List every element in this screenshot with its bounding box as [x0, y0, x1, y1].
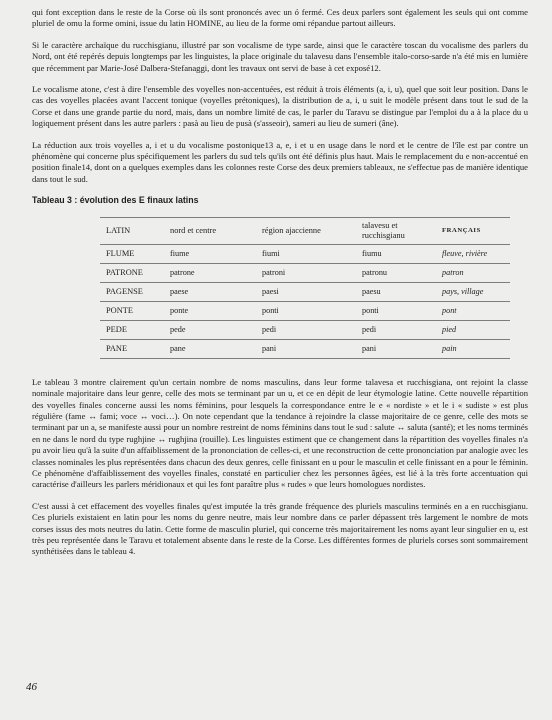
- paragraph: C'est aussi à cet effacement des voyelles finales qu'est imputée la très grande fréquence des pluriels masculins terminés en a en rucchisgianu. Ces pluriels existaient en latin pour les noms du genre neutre, mais leur nombre dans ce parler dépassent très largement le nombre de mots corses issus des mots neutres du latin. Cette forme de masculin pluriel, qui concerne très majoritairement les noms ayant leur singulier en u, est très peu représentée dans le Taravu et totalement absente dans le reste de la Corse. Les différentes formes de pluriels corses sont sommairement synthétisées dans le tableau 4.: [32, 500, 528, 557]
- cell-talavesu: fiumu: [356, 244, 436, 263]
- cell-latin: PANE: [100, 339, 164, 358]
- table-row: [100, 320, 510, 339]
- header-talavesu: talavesu et rucchisgianu: [356, 217, 436, 244]
- cell-ajaccienne: fiumi: [256, 244, 356, 263]
- cell-talavesu: patronu: [356, 263, 436, 282]
- cell-talavesu: paesu: [356, 282, 436, 301]
- cell-ajaccienne: paesi: [256, 282, 356, 301]
- paragraph: Le vocalisme atone, c'est à dire l'ensemble des voyelles non-accentuées, est réduit à trois éléments (a, i, u), quel que soit leur position. Dans le cas des voyelles placées avant l'accent tonique (voyelles prétoniques), la distribution de a, i, u suit le modèle présent dans tout le sud de la Corse et dans une grande partie du nord, mais, dans un nombre limité de cas, le parler du Taravu se distingue par l'emploi du a à la place du u logiquement présent dans les autre parlers : pasà au lieu de pusà (s'asseoir), sameri au lieu de sumeri (âne).: [32, 84, 528, 129]
- cell-nord: patrone: [164, 263, 256, 282]
- text-body: [32, 7, 528, 568]
- cell-francais: patron: [436, 263, 510, 282]
- header-nord-centre: nord et centre: [164, 217, 256, 244]
- cell-nord: fiume: [164, 244, 256, 263]
- paragraph: Le tableau 3 montre clairement qu'un certain nombre de noms masculins, dans leur forme talavesa et rucchisgiana, ont rejoint la classe nominale majoritaire dans leur genre, celle des mots se terminant par un u, et ce en dépit de leur étymologie latine. Cette nouvelle répartition des voyelles finales concerne aussi les noms féminins, pour lesquels la correspondance entre le e « nordiste » et le i « sudiste » est plus régulière (fame ↔ fami; voce ↔ voci…). On note cependant que la tendance à rejoindre la classe majoritaire de ce genre, celle des mots se terminant par un a, se manifeste aussi pour un nombre restreint de noms féminins dans tout le sud : salute ↔ saluta (santé); et les noms terminés en ne dans le nord du type rughjine ↔ rughjina (rouille). Les linguistes estiment que ce changement dans la répartition des voyelles finales n'a pu avoir lieu qu'à la suite d'un affaiblissement de la prononciation de celles-ci, et une reconstruction de cette prononciation par analogie avec les classes nominales les plus représentées dans chacun des deux genres, celle finissant en u pour le masculin et celle finissant en a pour le féminin. Ce phénomène d'affaiblissement des voyelles finales, constaté en particulier chez les personnes âgées, est lié à la très forte accentuation qui caractérise d'ailleurs les parlers méridionaux et qui les font paraître plus « rudes » que leurs homologues nordistes.: [32, 376, 528, 490]
- table-row: [100, 263, 510, 282]
- cell-ajaccienne: pani: [256, 339, 356, 358]
- header-region-ajaccienne: région ajaccienne: [256, 217, 356, 244]
- cell-talavesu: ponti: [356, 301, 436, 320]
- cell-ajaccienne: pedi: [256, 320, 356, 339]
- page-number: 46: [26, 681, 37, 693]
- cell-talavesu: pedi: [356, 320, 436, 339]
- cell-latin: PONTE: [100, 301, 164, 320]
- cell-ajaccienne: ponti: [256, 301, 356, 320]
- cell-latin: PEDE: [100, 320, 164, 339]
- cell-francais: pays, village: [436, 282, 510, 301]
- table-header-row: [100, 217, 510, 244]
- table-row: [100, 301, 510, 320]
- cell-francais: fleuve, rivière: [436, 244, 510, 263]
- cell-nord: pane: [164, 339, 256, 358]
- cell-francais: pied: [436, 320, 510, 339]
- paragraph: qui font exception dans le reste de la Corse où ils sont prononcés avec un ó fermé. Ces deux parlers sont également les seuls qui ont comme pluriel de omu la forme omini, issue du latin HOMINE, au lieu de la forme omi répandue partout ailleurs.: [32, 7, 528, 29]
- table-row: [100, 282, 510, 301]
- table-row: [100, 339, 510, 358]
- cell-latin: PATRONE: [100, 263, 164, 282]
- cell-ajaccienne: patroni: [256, 263, 356, 282]
- evolution-table: [100, 217, 510, 359]
- table-row: [100, 244, 510, 263]
- cell-nord: paese: [164, 282, 256, 301]
- cell-francais: pain: [436, 339, 510, 358]
- cell-nord: pede: [164, 320, 256, 339]
- paragraph: Si le caractère archaïque du rucchisgianu, illustré par son vocalisme de type sarde, ainsi que le caractère toscan du vocalisme des parlers du Nord, ont été repérés depuis longtemps par les linguistes, la place originale du talavesu dans l'ensemble italo-corso-sarde n'a été mis en lumière que récemment par Marie-José Dalbera-Stefanaggi, dont les travaux ont servi de base à cet exposé12.: [32, 39, 528, 73]
- cell-talavesu: pani: [356, 339, 436, 358]
- cell-francais: pont: [436, 301, 510, 320]
- paragraph: La réduction aux trois voyelles a, i et u du vocalisme postonique13 a, e, i et u en usage dans le nord et le centre de l'île est par contre un phénomène qui concerne plus spécifiquement les parlers du sud tels qu'ils ont été définis plus haut. Mais le remplacement du e non-accentué en position finale14, dont on a quelques exemples dans les colonnes reste Corse des deux premiers tableaux, ne s'effectue pas de manière identique dans tout le sud.: [32, 139, 528, 184]
- table-caption: Tableau 3 : évolution des E finaux latins: [32, 195, 199, 206]
- cell-nord: ponte: [164, 301, 256, 320]
- header-latin: LATIN: [100, 217, 164, 244]
- cell-latin: FLUME: [100, 244, 164, 263]
- header-francais: FRANÇAIS: [436, 217, 510, 244]
- cell-latin: PAGENSE: [100, 282, 164, 301]
